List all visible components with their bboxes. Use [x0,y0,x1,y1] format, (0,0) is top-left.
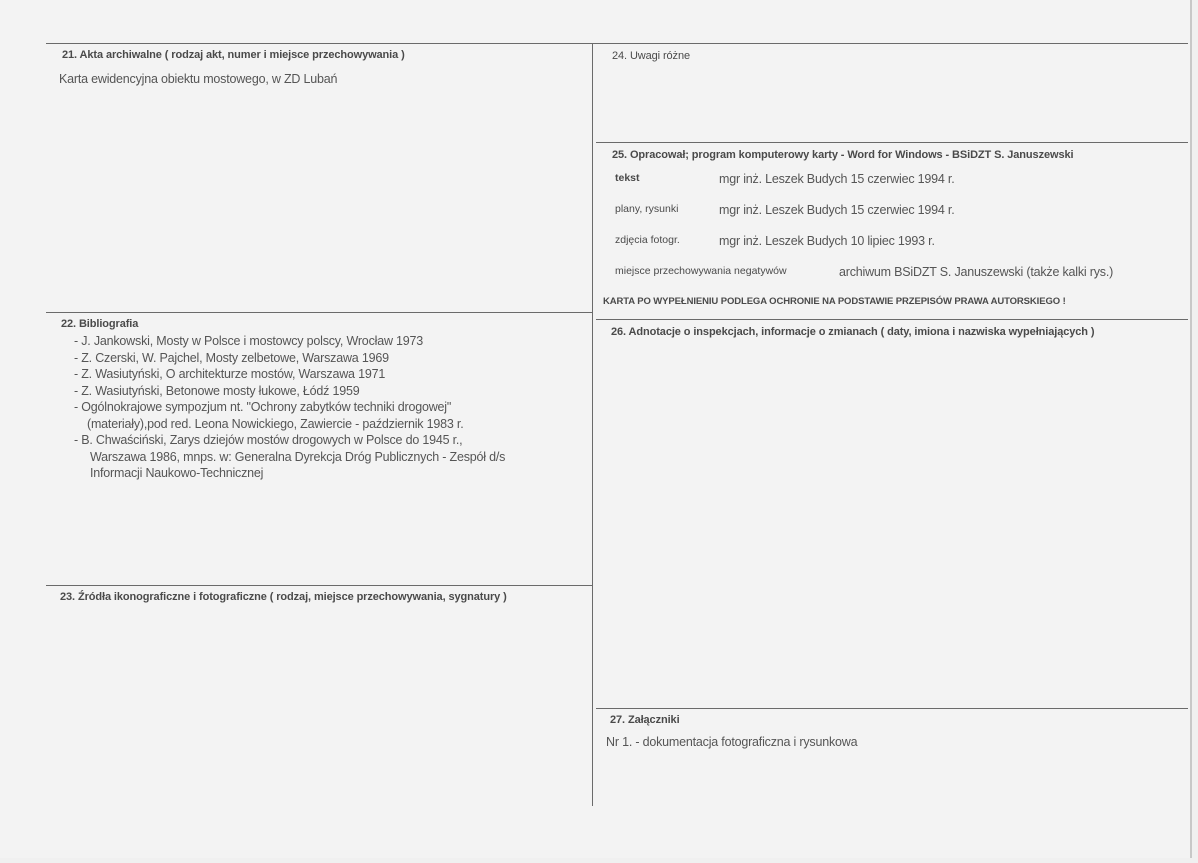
section-22-header: 22. Bibliografia [61,318,139,330]
bibliography-item-continuation: (materiały),pod red. Leona Nowickiego, Zawiercie - październik 1983 r. [87,416,464,431]
section-27-text: Nr 1. - dokumentacja fotograficzna i rysunkowa [606,735,858,749]
credit-value-negatives: archiwum BSiDZT S. Januszewski (także kalki rys.) [839,265,1114,279]
rule-25-26 [596,319,1188,320]
bibliography-item: - Z. Wasiutyński, O architekturze mostów, Warszawa 1971 [74,367,386,381]
rule-21-22 [46,312,592,313]
credit-value-photos: mgr inż. Leszek Budych 10 lipiec 1993 r. [719,234,935,248]
bibliography-item: - J. Jankowski, Mosty w Polsce i mostowcy polscy, Wrocław 1973 [74,334,424,348]
bibliography-item-continuation: Warszawa 1986, mnps. w: Generalna Dyrekcja Dróg Publicznych - Zespół d/s [90,449,506,464]
credit-label-text: tekst [615,172,640,184]
section-25-header: 25. Opracował; program komputerowy karty - Word for Windows - BSiDZT S. Januszewski [612,149,1074,161]
section-21-header: 21. Akta archiwalne ( rodzaj akt, numer i miejsce przechowywania ) [62,49,405,61]
bibliography-item-continuation: Informacji Naukowo-Technicznej [90,466,264,480]
section-23-header: 23. Źródła ikonograficzne i fotograficzne ( rodzaj, miejsce przechowywania, sygnatury ) [60,591,507,603]
rule-22-23 [46,585,592,586]
bibliography-list [74,333,505,482]
section-24-header: 24. Uwagi różne [612,50,690,62]
credit-value-text: mgr inż. Leszek Budych 15 czerwiec 1994 r. [719,172,955,186]
bibliography-item: - Z. Czerski, W. Pajchel, Mosty zelbetowe, Warszawa 1969 [74,350,389,365]
credit-value-drawings: mgr inż. Leszek Budych 15 czerwiec 1994 r. [719,203,955,217]
bibliography-item: - Ogólnokrajowe sympozjum nt. "Ochrony zabytków techniki drogowej" [74,400,452,414]
bibliography-item: - B. Chwaściński, Zarys dziejów mostów drogowych w Polsce do 1945 r., [74,433,463,447]
credit-label-drawings: plany, rysunki [615,203,679,215]
credit-label-negatives: miejsce przechowywania negatywów [615,265,787,277]
credit-label-photos: zdjęcia fotogr. [615,234,680,246]
rule-24-25 [596,142,1188,143]
section-21-text: Karta ewidencyjna obiektu mostowego, w ZD Lubań [59,72,338,86]
top-rule [46,43,1188,44]
bibliography-item: - Z. Wasiutyński, Betonowe mosty łukowe, Łódź 1959 [74,383,360,398]
section-26-header: 26. Adnotacje o inspekcjach, informacje o zmianach ( daty, imiona i nazwiska wypełniających ) [611,326,1095,338]
rule-26-27 [596,708,1188,709]
copyright-warning: KARTA PO WYPEŁNIENIU PODLEGA OCHRONIE NA PODSTAWIE PRZEPISÓW PRAWA AUTORSKIEGO ! [603,296,1066,307]
column-divider [592,43,593,806]
section-27-header: 27. Załączniki [610,714,680,726]
